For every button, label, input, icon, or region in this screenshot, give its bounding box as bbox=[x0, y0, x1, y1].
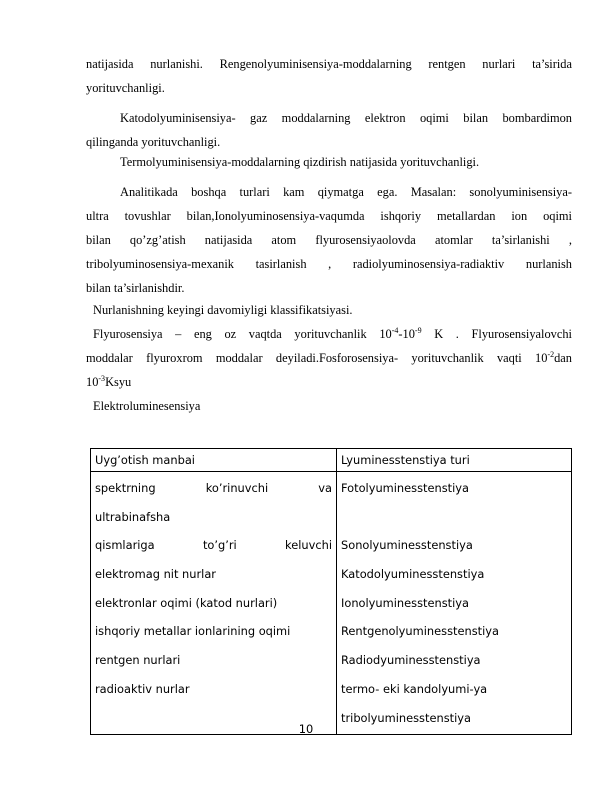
source-line: elektromag nit nurlar bbox=[95, 567, 216, 582]
ksyu-exp: -3 bbox=[98, 373, 106, 383]
type-line: Sonolyuminesstenstiya bbox=[341, 538, 473, 553]
ksyu-text-b: Ksyu bbox=[105, 375, 132, 389]
type-line: Katodolyuminesstenstiya bbox=[341, 567, 485, 582]
source-line: qismlariga to’g’ri keluvchi bbox=[95, 538, 332, 553]
type-line: Radiodyuminesstenstiya bbox=[341, 653, 481, 668]
source-line: radioaktiv nurlar bbox=[95, 681, 190, 696]
fosforo-text-b: dan bbox=[554, 351, 572, 365]
ksyu-text-a: 10 bbox=[86, 375, 99, 389]
table-header-row bbox=[91, 449, 572, 472]
fosforo-exp: -2 bbox=[547, 349, 555, 359]
flyuro-text-c: K . Flyurosensiyalovchi bbox=[421, 327, 572, 341]
classification-heading: Nurlanishning keyingi davomiyligi klassifikatsiyasi. bbox=[93, 303, 353, 317]
paragraph-analitika-line1: Analitikada boshqa turlari kam qiymatga ega. Masalan: sonolyuminisensiya- bbox=[120, 185, 572, 199]
header-type: Lyuminesstenstiya turi bbox=[337, 449, 572, 472]
source-line: ultrabinafsha bbox=[95, 509, 171, 524]
flyuro-text-a: Flyurosensiya – eng oz vaqtda yorituvchanlik 10 bbox=[93, 327, 392, 341]
paragraph-katod-line2: qilinganda yorituvchanligi. bbox=[86, 135, 221, 149]
type-line: Fotolyuminesstenstiya bbox=[341, 481, 470, 495]
source-cell bbox=[91, 472, 337, 735]
paragraph-flyuro-line1 bbox=[93, 322, 572, 346]
luminescence-table bbox=[90, 448, 572, 735]
type-line: Ionolyuminesstenstiya bbox=[341, 595, 469, 610]
paragraph-katod-line1: Katodolyuminisensiya- gaz moddalarning elektron oqimi bilan bombardimon bbox=[120, 111, 572, 125]
flyuro-exp-1: -4 bbox=[391, 325, 399, 335]
type-line: tribolyuminesstenstiya bbox=[341, 710, 471, 725]
source-line: ishqoriy metallar ionlarining oqimi bbox=[95, 624, 291, 639]
type-line: Rentgenolyuminesstenstiya bbox=[341, 624, 499, 639]
paragraph-rentgen-line1: natijasida nurlanishi. Rengenolyuminisensiya-moddalarning rentgen nurlari ta’sirida bbox=[86, 57, 572, 71]
source-line: spektrning ko’rinuvchi va bbox=[95, 481, 332, 495]
source-line: rentgen nurlari bbox=[95, 653, 181, 668]
paragraph-analitika-line3: bilan qo’zg’atish natijasida atom flyurosensiyaolovda atomlar ta’sirlanishi , bbox=[86, 233, 572, 247]
paragraph-termo: Termolyuminisensiya-moddalarning qizdirish natijasida yorituvchanligi. bbox=[120, 155, 480, 169]
paragraph-flyuro-line2 bbox=[86, 346, 572, 370]
paragraph-rentgen-line2: yorituvchanligi. bbox=[86, 81, 165, 95]
flyuro-text-b: -10 bbox=[398, 327, 415, 341]
page-number: 10 bbox=[298, 722, 314, 736]
table-row bbox=[91, 472, 572, 735]
paragraph-flyuro-line3 bbox=[86, 370, 572, 394]
type-line: termo- eki kandolyumi-ya bbox=[341, 681, 488, 696]
fosforo-text-a: moddalar flyuroxrom moddalar deyiladi.Fosforosensiya- yorituvchanlik vaqti 10 bbox=[86, 351, 548, 365]
flyuro-exp-2: -9 bbox=[414, 325, 422, 335]
header-source: Uyg’otish manbai bbox=[91, 449, 337, 472]
paragraph-analitika-line5: bilan ta’sirlanishdir. bbox=[86, 281, 185, 295]
paragraph-elektro: Elektroluminesensiya bbox=[93, 399, 201, 413]
type-cell bbox=[337, 472, 572, 735]
paragraph-analitika-line2: ultra tovushlar bilan,Ionolyuminosensiya-vaqumda ishqoriy metallardan ion oqimi bbox=[86, 209, 572, 223]
paragraph-analitika-line4: tribolyuminosensiya-mexanik tasirlanish , radiolyuminosensiya-radiaktiv nurlanish bbox=[86, 257, 572, 271]
type-spacer bbox=[341, 503, 567, 532]
source-line: elektronlar oqimi (katod nurlari) bbox=[95, 595, 278, 610]
